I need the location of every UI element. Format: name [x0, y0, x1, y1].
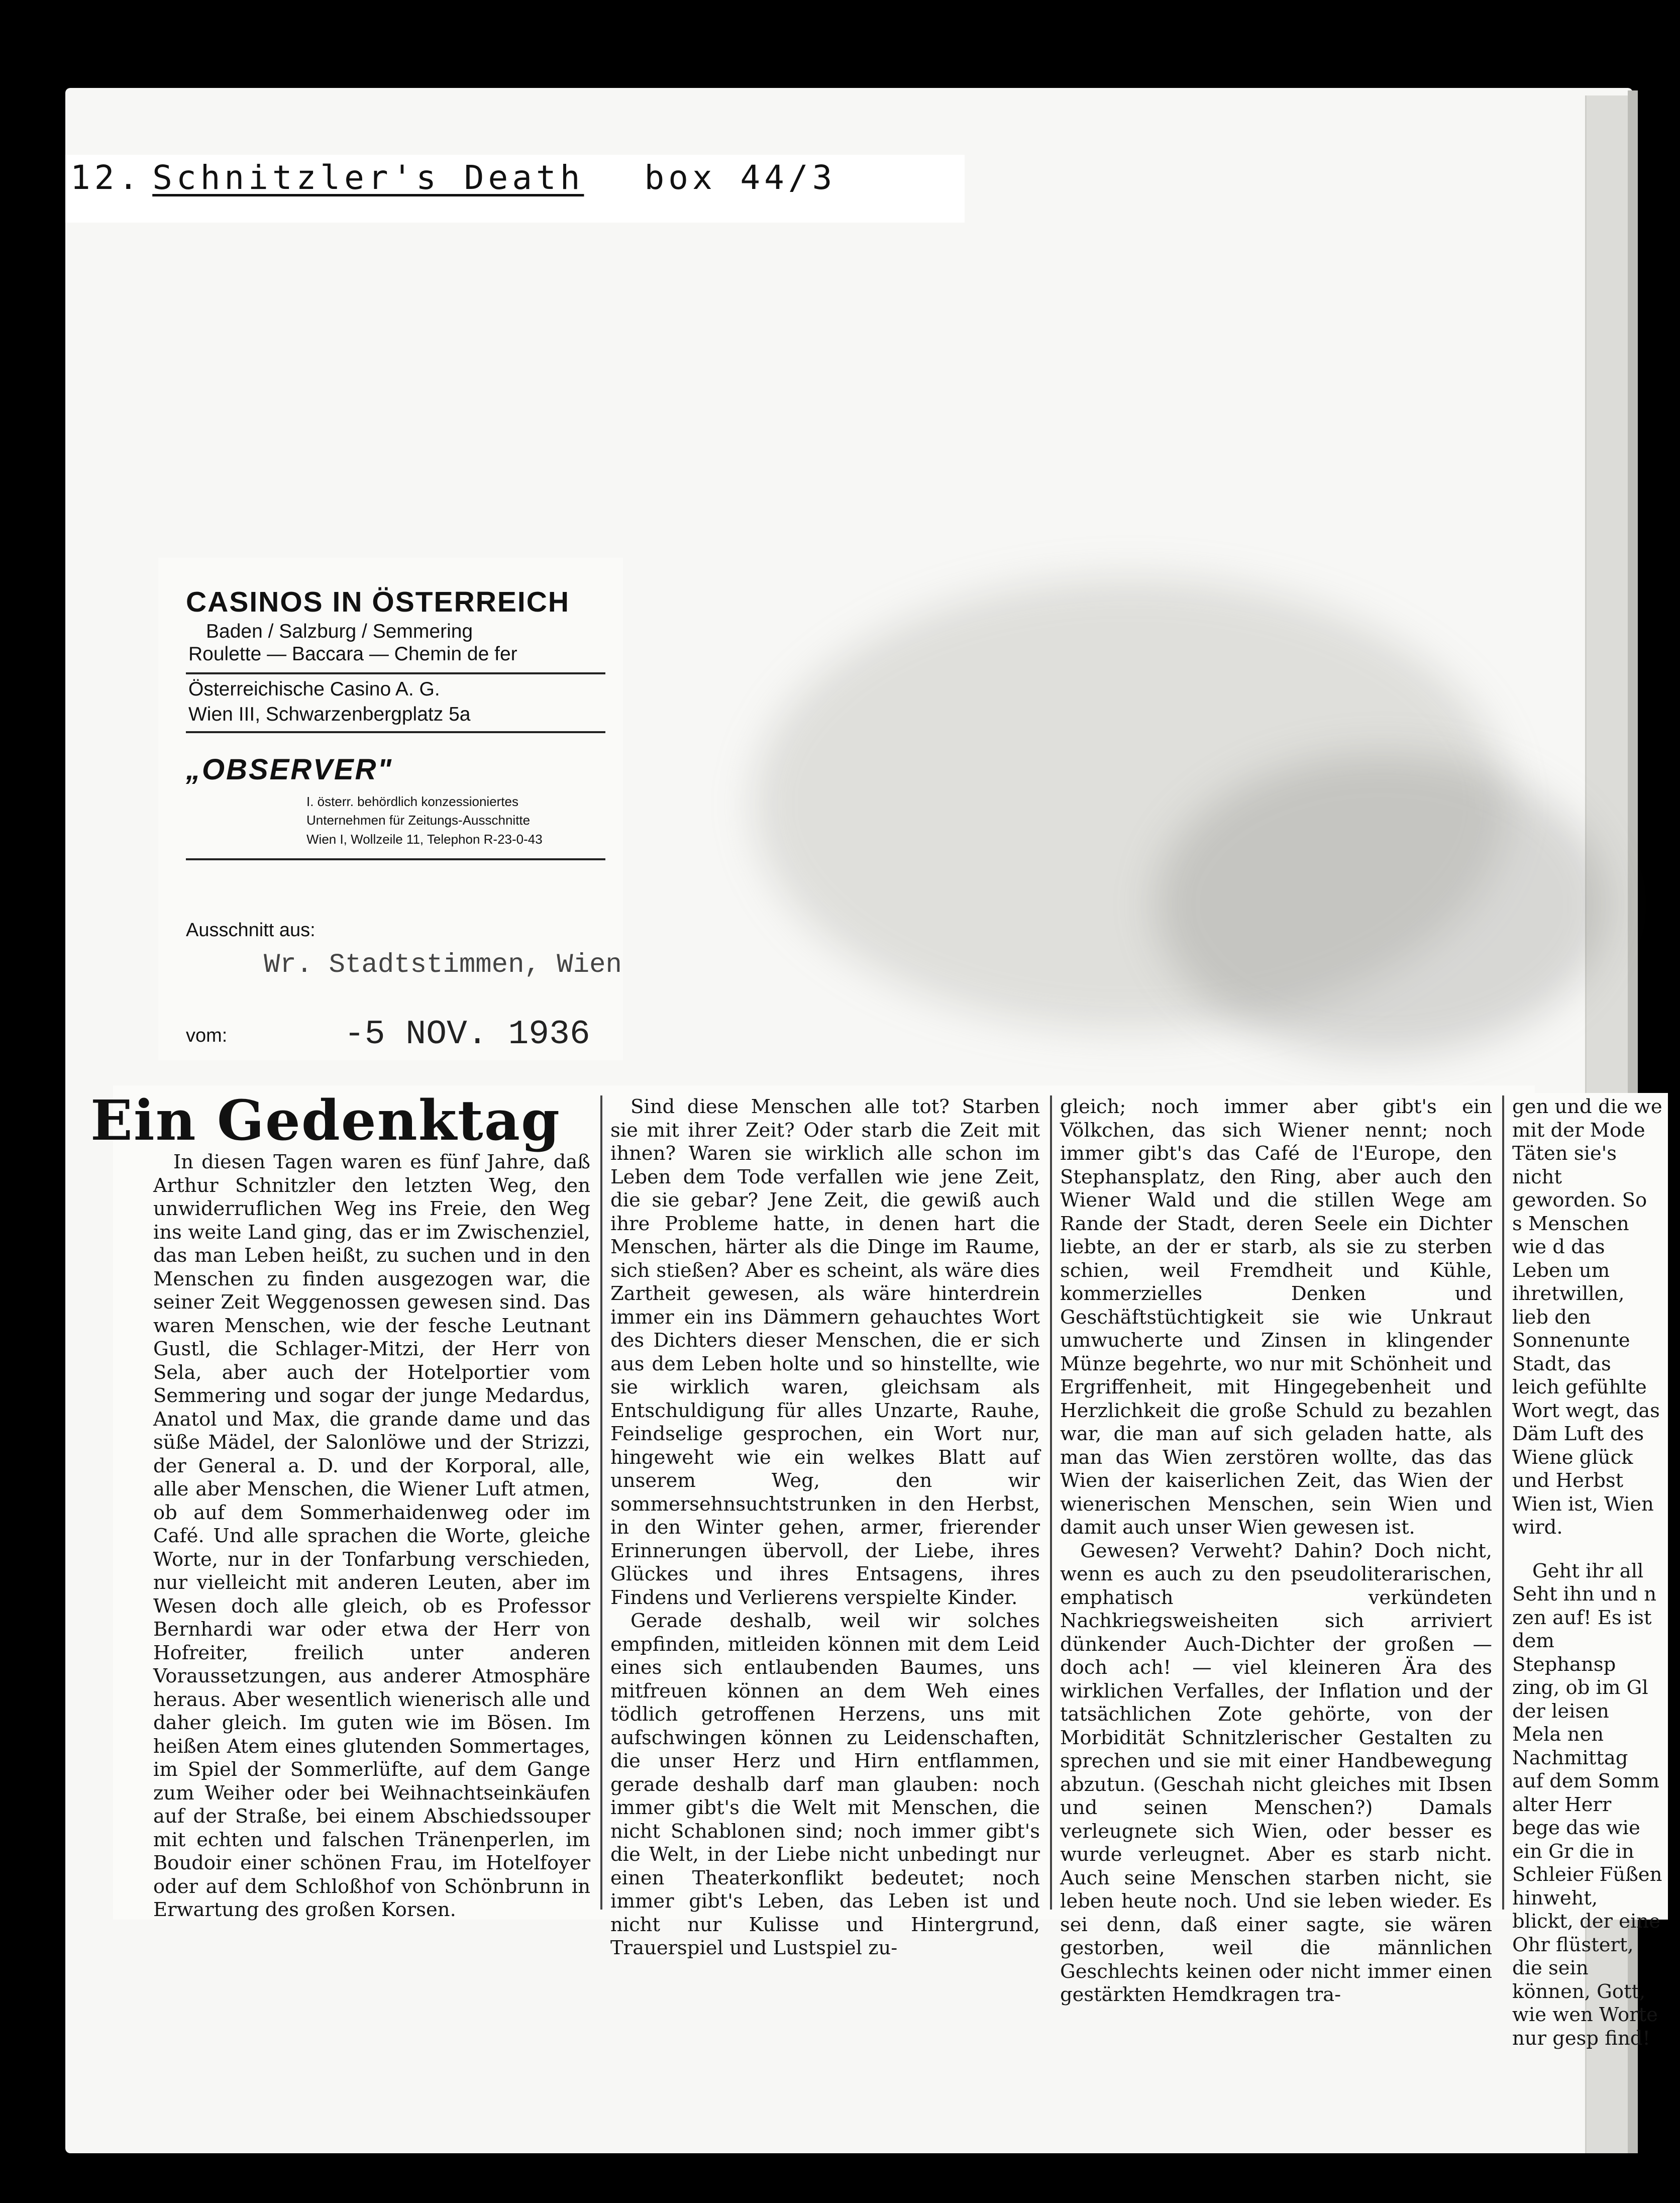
- item-number: 12.: [70, 158, 143, 197]
- paragraph: gleich; noch immer aber gibt's ein Völkchen, das sich Wiener nennt; noch immer gibt's das Café de l'Europe, den Stephansplatz, den Ring, aber auch den Wiener Wald und die stillen Wege am Rande der Stadt, deren Seele ein Dichter liebte, an der er starb, als sie zu sterben schien, weil Fremdheit und Kühle, kommerzielles Denken und Geschäftstüchtigkeit sie wie Unkraut umwucherte und Zinsen in klingender Münze begehrte, wo nur mit Schönheit und Ergriffenheit, mit Hingegebenheit und Herzlichkeit die große Schuld zu bezahlen war, die man auf sich geladen hatte, als man das Wien zerstören wollte, das das Wien der kaiserlichen Zeit, das Wien der wienerischen Menschen, sein Wien und damit auch unser Wien gewesen ist.: [1060, 1095, 1492, 1539]
- article-column-4-partial: [1512, 1095, 1663, 2050]
- casinos-title: CASINOS IN ÖSTERREICH: [186, 586, 570, 618]
- divider: [186, 731, 605, 733]
- column-rule: [1050, 1095, 1052, 1910]
- column-rule: [600, 1095, 602, 1910]
- divider: [186, 858, 605, 860]
- paragraph: Sind diese Menschen alle tot? Starben sie mit ihrer Zeit? Oder starb die Zeit mit ihnen? Waren sie wirklich alle schon im Leben dem Tode verfallen wie jene Zeit, die sie gebar? Jene Zeit, die gewiß auch ihre Probleme hatte, in denen hart die Menschen, härter als die Dinge im Raume, sich stießen? Aber es scheint, als wäre dies Zartheit gewesen, als wäre hinterdrein immer ein ins Dämmern gehauchtes Wort des Dichters dieser Menschen, die er sich aus dem Leben holte und so hinstellte, wie sie wirklich waren, gleichsam als Entschuldigung für alles Unzarte, Rauhe, Feindselige gesprochen, ein Wort nur, hingeweht wie ein welkes Blatt auf unserem Weg, den wir sommersehnsuchtstrunken in den Herbst, in den Winter gehen, armer, frierender Erinnerungen übervoll, der Liebe, ihres Glückes und ihres Entsagens, ihres Findens und Verlierens verspielte Kinder.: [610, 1095, 1040, 1609]
- column-rule: [1502, 1095, 1504, 1910]
- source-stamp: Wr. Stadtstimmen, Wien: [264, 950, 622, 980]
- observer-address: Wien I, Wollzeile 11, Telephon R-23-0-43: [306, 832, 543, 847]
- observer-title: „OBSERVER": [186, 753, 393, 786]
- ausschnitt-label: Ausschnitt aus:: [186, 920, 316, 941]
- header-title: Schnitzler's Death: [152, 158, 584, 197]
- observer-desc-2: Unternehmen für Zeitungs-Ausschnitte: [306, 813, 531, 828]
- paragraph: Gewesen? Verweht? Dahin? Doch nicht, wenn es auch zu den pseudoliterarischen, emphatisch verkündeten Nachkriegsweisheiten sich arriviert dünkender Auch-Dichter der großen — doch ach! — viel kleineren Ära des wirklichen Verfalles, der Inflation und der tatsächlichen Zote gehörte, von der Morbidität Schnitzlerischer Gestalten zu sprechen und sie mit einer Handbewegung abzutun. (Geschah nicht gleiches mit Ibsen und seinen Menschen?) Damals verleugnete sich Wien, oder besser es wurde verleugnet. Aber es starb nicht. Auch seine Menschen starben nicht, sie leben heute noch. Und sie leben wieder. Es sei denn, daß einer sagte, sie wären gestorben, weil die männlichen Geschlechts keinen oder nicht immer einen gestärkten Hemdkragen tra-: [1060, 1539, 1492, 2006]
- divider: [186, 672, 605, 674]
- observer-desc-1: I. österr. behördlich konzessioniertes: [306, 794, 518, 809]
- smudge: [1156, 754, 1608, 1055]
- article-column-2: [610, 1095, 1040, 1960]
- paragraph: gen und die we mit der Mode Täten sie's nicht geworden. So s Menschen wie d das Leben um ihretwillen, lieb den Sonnenunte Stadt, das leich gefühlte Wort wegt, das Däm Luft des Wiene glück und Herbst Wien ist, Wien wird.: [1512, 1095, 1662, 1539]
- date-stamp: -5 NOV. 1936: [344, 1015, 590, 1054]
- company-name: Österreichische Casino A. G.: [188, 678, 440, 700]
- company-address: Wien III, Schwarzenbergplatz 5a: [188, 704, 471, 725]
- archive-header: [70, 158, 836, 197]
- casinos-games: Roulette — Baccara — Chemin de fer: [188, 643, 517, 665]
- casinos-locations: Baden / Salzburg / Semmering: [206, 621, 473, 642]
- box-label: box 44/3: [644, 158, 836, 197]
- paragraph: In diesen Tagen waren es fünf Jahre, daß Arthur Schnitzler den letzten Weg, den unwiderruflichen Weg ins Freie, den Weg ins weite Land ging, das er im Zwischenziel, das man Leben heißt, zu suchen und in den Menschen zu finden ausgezogen war, die seiner Zeit Weggenossen gewesen sind. Das waren Menschen, wie der fesche Leutnant Gustl, die Schlager-Mitzi, der Herr von Sela, aber auch der Hotelportier vom Semmering und sogar der junge Medardus, Anatol und Max, die grande dame und das süße Mädel, der Salonlöwe und der Strizzi, der General a. D. und der Korporal, alle, alle aber Menschen, die Wiener Luft atmen, ob auf dem Sommerhaidenweg oder im Café. Und alle sprachen die Worte, gleiche Worte, nur in der Tonfarbung verschieden, nur vielleicht mit anderen Leuten, aber im Wesen doch alle gleich, ob es Professor Bernhardi war oder etwa der Herr von Hofreiter, freilich unter anderen Voraussetzungen, aus anderer Atmosphäre heraus. Aber wesentlich wienerisch alle und daher gleich. Im guten wie im Bösen. Im heißen Atem eines glutenden Sommertages, im Spiel der Sommerlüfte, auf dem Gange zum Weiher oder bei Weihnachtseinkäufen auf der Straße, bei einem Abschiedssouper mit echten und falschen Tränenperlen, im Boudoir einer schönen Frau, im Hotelfoyer oder auf dem Schloßhof von Schönbrunn in Erwartung des großen Korsen.: [153, 1151, 590, 1921]
- article-headline: Ein Gedenktag: [90, 1088, 561, 1153]
- clipping-slip: [158, 558, 623, 1060]
- article-column-1: [153, 1151, 590, 1922]
- article-column-3: [1060, 1095, 1492, 2007]
- paragraph: Gerade deshalb, weil wir solches empfinden, mitleiden können mit dem Leid eines sich entlaubenden Baumes, uns mitfreuen können an dem Weh eines tödlich getroffenen Herzens, uns mit aufschwingen können zu Leidenschaften, die unser Herz und Hirn entflammen, gerade deshalb darf man glauben: noch immer gibt's die Welt mit Menschen, die nicht Schablonen sind; noch immer gibt's die Welt, in der Liebe nicht unbedingt nur einen Theaterkonflikt bedeutet; noch immer gibt's Leben, das Leben ist und nicht nur Kulisse und Hintergrund, Trauerspiel und Lustspiel zu-: [610, 1610, 1040, 1959]
- paragraph: Geht ihr all Seht ihn und n zen auf! Es ist dem Stephansp zing, ob im Gl der leisen Mela nen Nachmittag auf dem Somm alter Herr bege das wie ein Gr die in Schleier Füßen hinweht, blickt, der eine Ohr flüstert, die sein können, Gott, wie wen Worte nur gesp find!: [1512, 1559, 1662, 2050]
- vom-label: vom:: [186, 1025, 228, 1046]
